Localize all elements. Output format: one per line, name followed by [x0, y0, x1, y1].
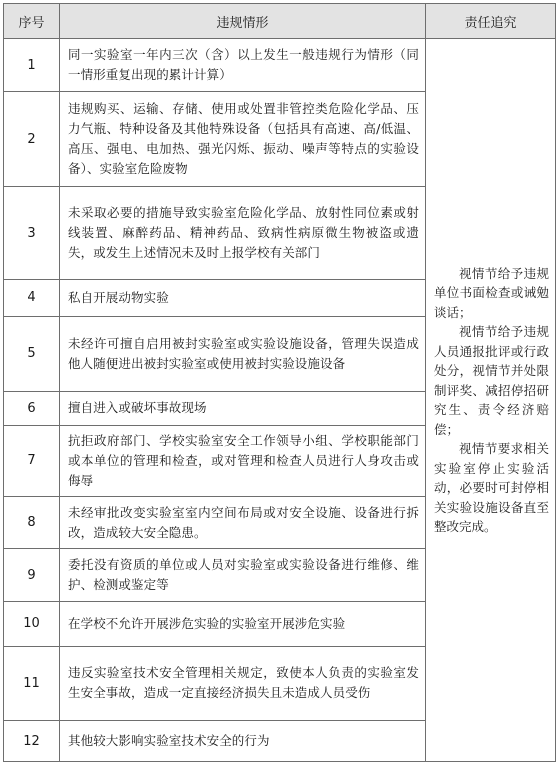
- responsibility-cell: [426, 39, 556, 762]
- responsibility-item: 视情节给予违规单位书面检查或诫勉谈话；: [434, 265, 549, 320]
- row-text: 违规购买、运输、存储、使用或处置非管控类危险化学品、压力气瓶、特种设备及其他特殊设备（包括具有高速、高/低温、高压、强电、电加热、强光闪烁、振动、噪声等特点的实验设备）、实验室危险废物: [60, 92, 426, 187]
- responsibility-item: 视情节要求相关实验室停止实验活动，必要时可封停相关实验设施设备直至整改完成。: [434, 441, 549, 535]
- row-text: 未采取必要的措施导致实验室危险化学品、放射性同位素或射线装置、麻醉药品、精神药品、致病性病原微生物被盗或遗失，或发生上述情况未及时上报学校有关部门: [60, 187, 426, 280]
- row-text: 委托没有资质的单位或人员对实验室或实验设备进行维修、维护、检测或鉴定等: [60, 549, 426, 602]
- row-text: 未经审批改变实验室室内空间布局或对安全设施、设备进行拆改，造成较大安全隐患。: [60, 496, 426, 549]
- row-number: 11: [4, 646, 60, 721]
- row-text: 同一实验室一年内三次（含）以上发生一般违规行为情形（同一情形重复出现的累计计算）: [60, 39, 426, 92]
- header-index: 序号: [4, 4, 60, 39]
- row-text: 私自开展动物实验: [60, 280, 426, 316]
- row-number: 2: [4, 92, 60, 187]
- header-responsibility: 责任追究: [426, 4, 556, 39]
- violation-table: [3, 3, 556, 762]
- table-header-row: [4, 4, 556, 39]
- row-number: 12: [4, 721, 60, 762]
- row-number: 8: [4, 496, 60, 549]
- row-number: 9: [4, 549, 60, 602]
- row-text: 未经许可擅自启用被封实验室或实验设施设备，管理失误造成他人随便进出被封实验室或使用被封实验设施设备: [60, 316, 426, 391]
- row-text: 抗拒政府部门、学校实验室安全工作领导小组、学校职能部门或本单位的管理和检查，或对管理和检查人员进行人身攻击或侮辱: [60, 425, 426, 496]
- row-text: 在学校不允许开展涉危实验的实验室开展涉危实验: [60, 601, 426, 646]
- row-number: 10: [4, 601, 60, 646]
- header-violation: 违规情形: [60, 4, 426, 39]
- table-row: [4, 39, 556, 92]
- row-text: 擅自进入或破坏事故现场: [60, 391, 426, 425]
- row-number: 7: [4, 425, 60, 496]
- row-number: 4: [4, 280, 60, 316]
- row-number: 1: [4, 39, 60, 92]
- row-text: 违反实验室技术安全管理相关规定，致使本人负责的实验室发生安全事故，造成一定直接经济损失且未造成人员受伤: [60, 646, 426, 721]
- row-number: 3: [4, 187, 60, 280]
- row-number: 5: [4, 316, 60, 391]
- responsibility-item: 视情节给予违规人员通报批评或行政处分，视情节并处限制评奖、减招停招研究生、责令经济赔偿；: [434, 324, 549, 437]
- row-number: 6: [4, 391, 60, 425]
- row-text: 其他较大影响实验室技术安全的行为: [60, 721, 426, 762]
